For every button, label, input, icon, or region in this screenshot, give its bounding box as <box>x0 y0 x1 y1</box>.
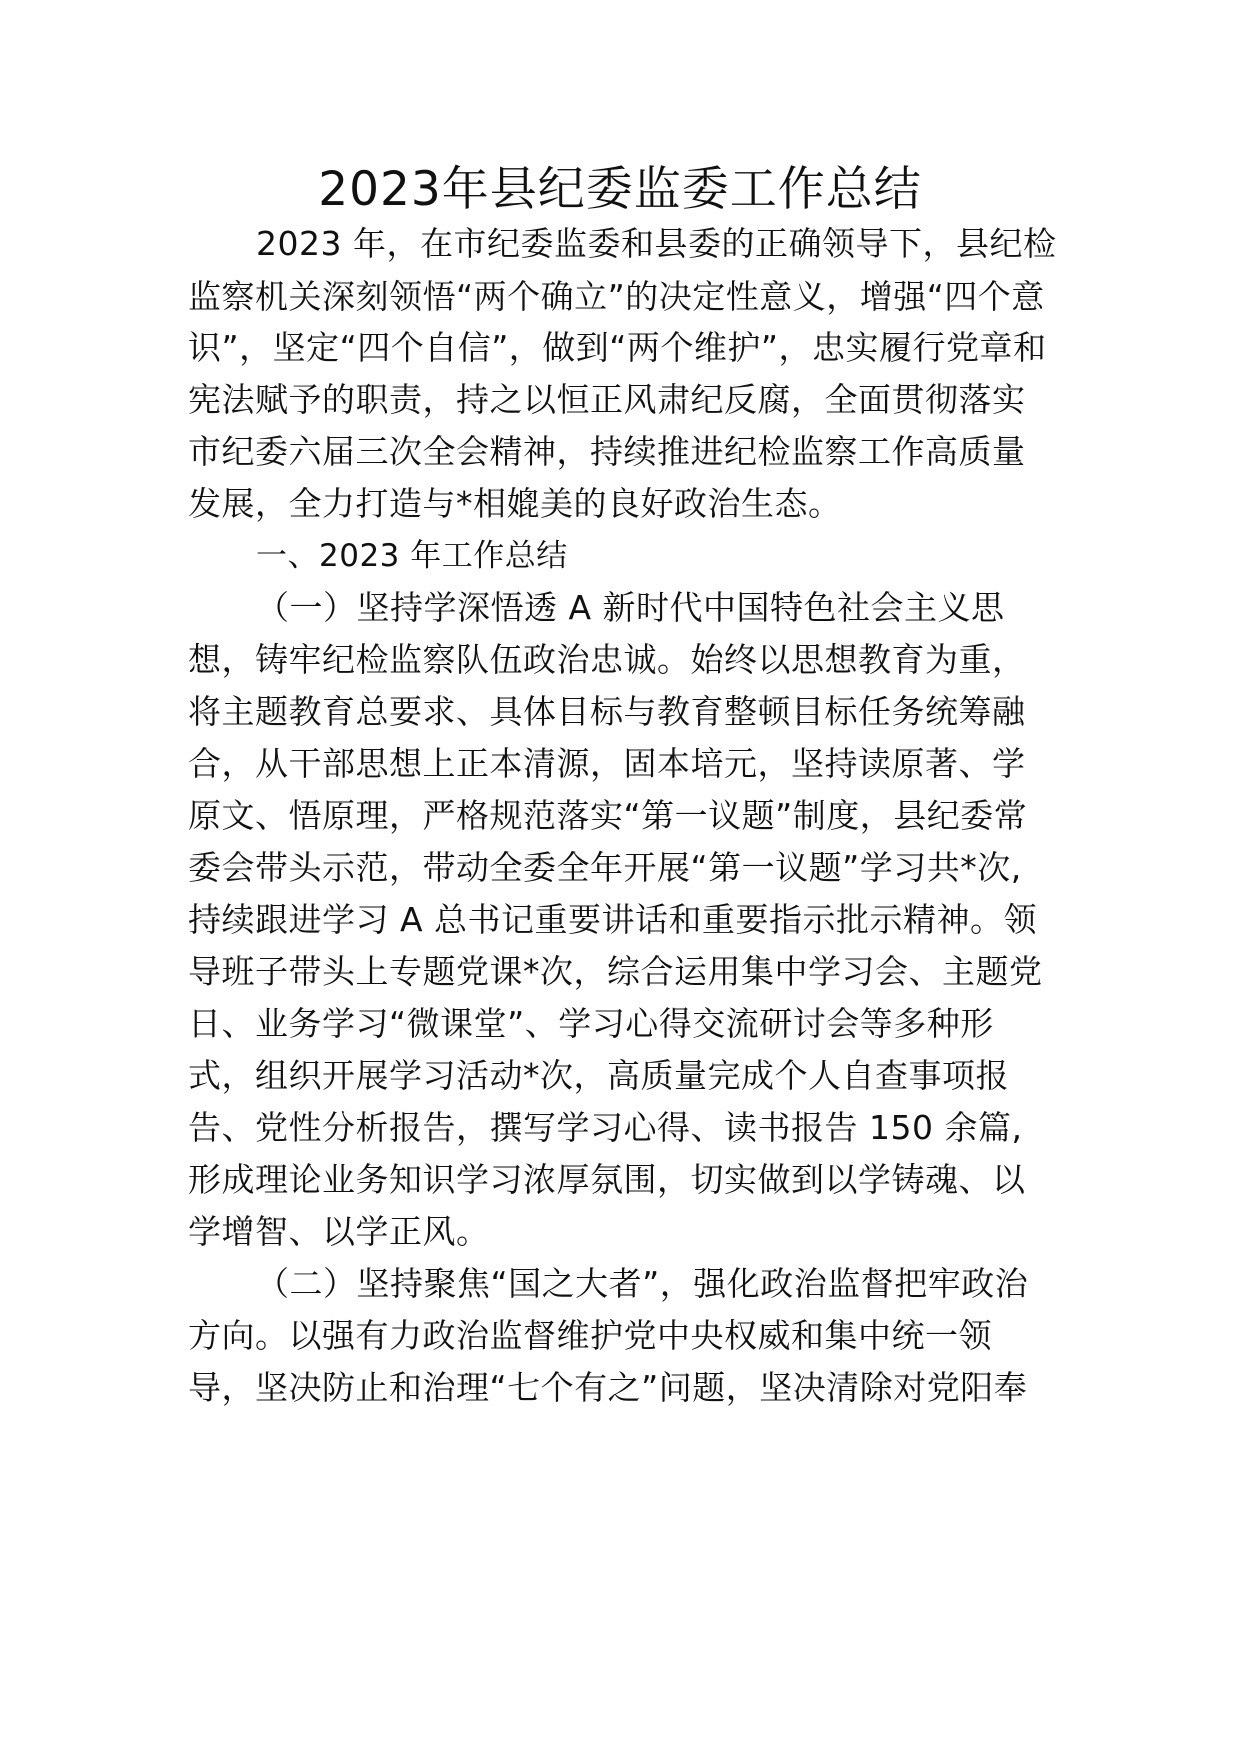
paragraph-1-line-1: 2023 年，在市纪委监委和县委的正确领导下，县纪检 <box>256 224 1057 263</box>
paragraph-2-line-13: 学增智、以学正风。 <box>188 1212 490 1251</box>
section-heading: 一、2023 年工作总结 <box>256 538 568 574</box>
paragraph-2-line-2: 想，铸牢纪检监察队伍政治忠诚。始终以思想教育为重， <box>188 640 1026 679</box>
paragraph-2-line-7: 持续跟进学习 A 总书记重要讲话和重要指示批示精神。领 <box>188 900 1038 939</box>
paragraph-1-line-3: 识”，坚定“四个自信”，做到“两个维护”，忠实履行党章和 <box>188 328 1047 367</box>
paragraph-2-line-9: 日、业务学习“微课堂”、学习心得交流研讨会等多种形 <box>188 1004 994 1043</box>
paragraph-1-line-6: 发展，全力打造与*相媲美的良好政治生态。 <box>188 484 842 523</box>
paragraph-3-line-2: 方向。以强有力政治监督维护党中央权威和集中统一领 <box>188 1316 992 1355</box>
paragraph-1-line-2: 监察机关深刻领悟“两个确立”的决定性意义，增强“四个意 <box>188 277 1045 316</box>
paragraph-2-line-6: 委会带头示范，带动全委全年开展“第一议题”学习共*次, <box>188 848 1022 887</box>
paragraph-2-line-4: 合，从干部思想上正本清源，固本培元，坚持读原著、学 <box>188 744 1026 783</box>
paragraph-3-line-1: （二）坚持聚焦“国之大者”，强化政治监督把牢政治 <box>256 1264 1029 1303</box>
document-title: 2023年县纪委监委工作总结 <box>318 162 922 217</box>
paragraph-2-line-1: （一）坚持学深悟透 A 新时代中国特色社会主义思 <box>256 588 1005 627</box>
paragraph-3-line-3: 导，坚决防止和治理“七个有之”问题，坚决清除对党阳奉 <box>188 1368 1028 1407</box>
paragraph-2-line-12: 形成理论业务知识学习浓厚氛围，切实做到以学铸魂、以 <box>188 1160 1026 1199</box>
paragraph-2-line-8: 导班子带头上专题党课*次，综合运用集中学习会、主题党 <box>188 952 1043 991</box>
paragraph-2-line-5: 原文、悟原理，严格规范落实“第一议题”制度，县纪委常 <box>188 796 1028 835</box>
paragraph-2-line-11: 告、党性分析报告，撰写学习心得、读书报告 150 余篇, <box>188 1108 1023 1147</box>
paragraph-1-line-5: 市纪委六届三次全会精神，持续推进纪检监察工作高质量 <box>188 432 1026 471</box>
paragraph-2-line-3: 将主题教育总要求、具体目标与教育整顿目标任务统筹融 <box>188 692 1026 731</box>
paragraph-1-line-4: 宪法赋予的职责，持之以恒正风肃纪反腐，全面贯彻落实 <box>188 380 1026 419</box>
paragraph-2-line-10: 式，组织开展学习活动*次，高质量完成个人自查事项报 <box>188 1056 1009 1095</box>
